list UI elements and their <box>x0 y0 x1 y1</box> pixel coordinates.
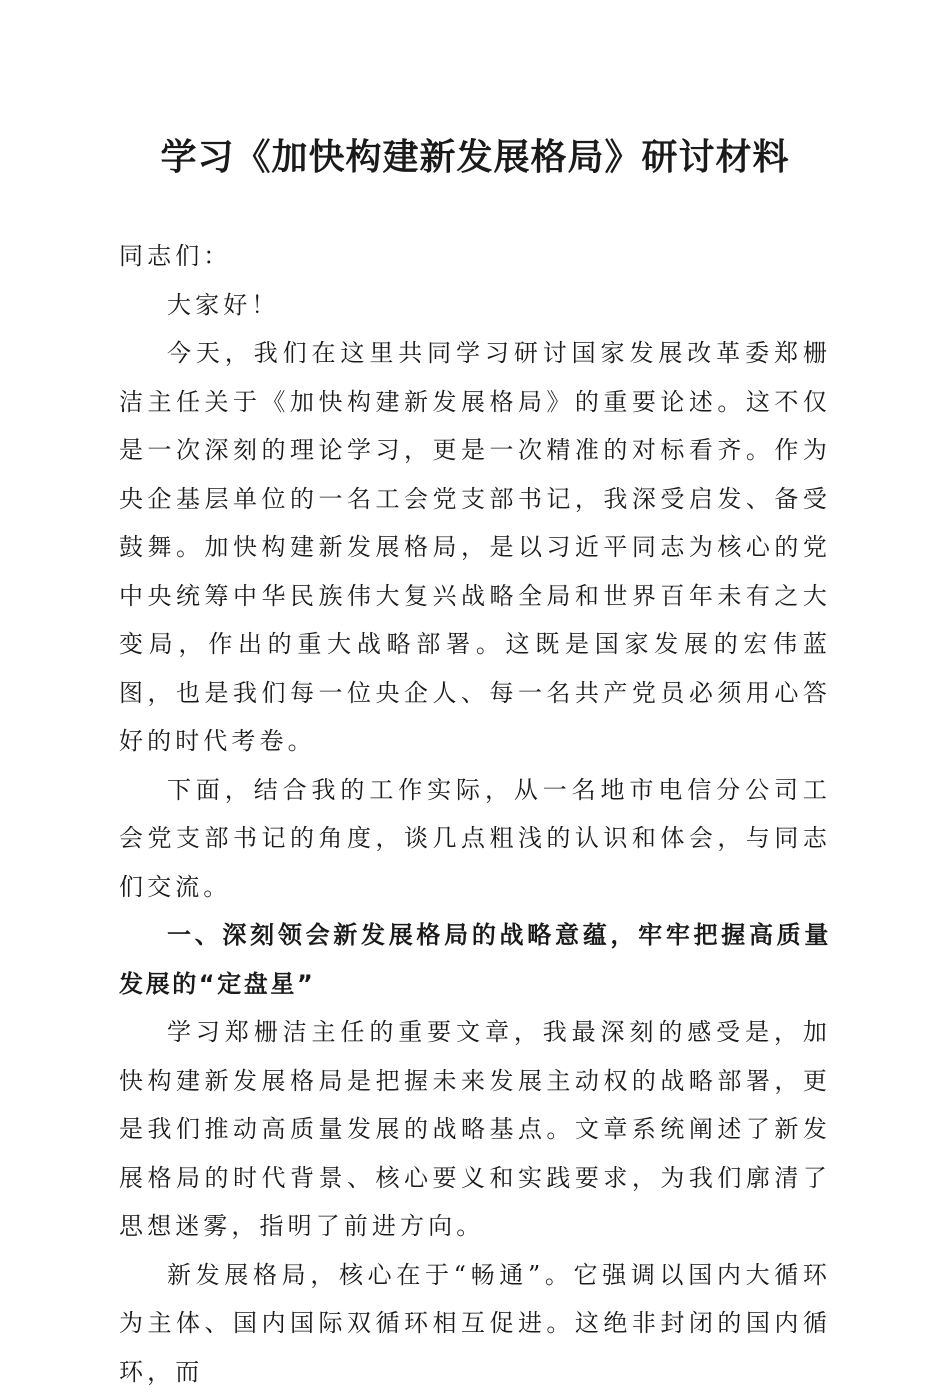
paragraph-section1-1: 学习郑栅洁主任的重要文章，我最深刻的感受是，加快构建新发展格局是把握未来发展主动权的战略部署，更是我们推动高质量发展的战略基点。文章系统阐述了新发展格局的时代背景、核心要义和实践要求，为我们廓清了思想迷雾，指明了前进方向。 <box>119 1008 831 1251</box>
paragraph-section1-2: 新发展格局，核心在于“畅通”。它强调以国内大循环为主体、国内国际双循环相互促进。这绝非封闭的国内循环，而 <box>119 1251 831 1396</box>
paragraph-intro: 今天，我们在这里共同学习研讨国家发展改革委郑栅洁主任关于《加快构建新发展格局》的重要论述。这不仅是一次深刻的理论学习，更是一次精准的对标看齐。作为央企基层单位的一名工会党支部书记，我深受启发、备受鼓舞。加快构建新发展格局，是以习近平同志为核心的党中央统筹中华民族伟大复兴战略全局和世界百年未有之大变局，作出的重大战略部署。这既是国家发展的宏伟蓝图，也是我们每一位央企人、每一名共产党员必须用心答好的时代考卷。 <box>119 329 831 766</box>
salutation: 同志们： <box>119 232 831 281</box>
paragraph-transition: 下面，结合我的工作实际，从一名地市电信分公司工会党支部书记的角度，谈几点粗浅的认识和体会，与同志们交流。 <box>119 766 831 912</box>
document-body <box>119 232 831 1396</box>
section-heading-1: 一、深刻领会新发展格局的战略意蕴，牢牢把握高质量发展的“定盘星” <box>119 911 831 1008</box>
greeting: 大家好！ <box>119 281 831 330</box>
document-title: 学习《加快构建新发展格局》研讨材料 <box>0 132 950 184</box>
